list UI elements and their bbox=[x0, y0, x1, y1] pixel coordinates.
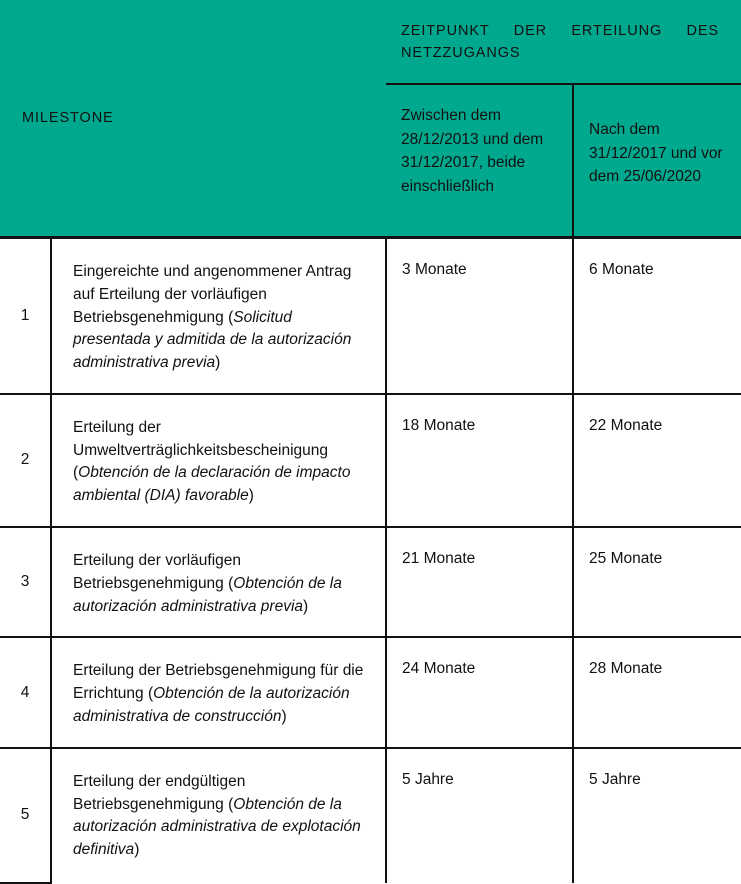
row-number: 2 bbox=[0, 394, 51, 527]
row-value-period-2: 22 Monate bbox=[573, 394, 741, 527]
table-row bbox=[0, 527, 741, 637]
header-col2-cell bbox=[573, 84, 741, 237]
row-milestone-close: ) bbox=[134, 841, 140, 859]
row-milestone-es: Obtención de la declaración de impacto ambiental (DIA) favorable bbox=[73, 464, 351, 505]
row-milestone-close: ) bbox=[215, 354, 221, 372]
row-milestone-de: Erteilung der Umweltverträglichkeitsbescheinigung ( bbox=[73, 418, 329, 482]
row-number: 1 bbox=[0, 239, 51, 394]
row-milestone-es: Solicitud presentada y admitida de la autorización administrativa previa bbox=[73, 308, 352, 372]
table-row bbox=[0, 637, 741, 747]
row-milestone-de: Erteilung der endgültigen Betriebsgenehmigung ( bbox=[73, 772, 246, 813]
table-header-row-group bbox=[0, 0, 741, 84]
header-milestone-cell bbox=[0, 0, 386, 238]
row-milestone-es: Obtención de la autorización administrativa de explotación definitiva bbox=[73, 795, 361, 859]
header-milestone-label: MILESTONE bbox=[22, 110, 114, 126]
row-value-period-1: 21 Monate bbox=[386, 527, 573, 637]
row-value-period-2: 25 Monate bbox=[573, 527, 741, 637]
row-milestone-close: ) bbox=[248, 487, 254, 505]
table-row bbox=[0, 394, 741, 527]
row-number: 3 bbox=[0, 527, 51, 637]
row-value-period-2: 5 Jahre bbox=[573, 748, 741, 883]
header-col1-label: Zwischen dem 28/12/2013 und dem 31/12/2017, beide einschließlich bbox=[401, 107, 544, 195]
row-milestone-de: Erteilung der Betriebsgenehmigung für die Errichtung ( bbox=[73, 662, 364, 703]
row-milestone bbox=[51, 239, 386, 394]
row-number: 4 bbox=[0, 637, 51, 747]
row-milestone-es: Obtención de la autorización administrativa de construcción bbox=[73, 685, 350, 725]
row-milestone-es: Obtención de la autorización administrativa previa bbox=[73, 574, 342, 615]
row-value-period-1: 3 Monate bbox=[386, 239, 573, 394]
row-milestone bbox=[51, 637, 386, 747]
row-value-period-2: 28 Monate bbox=[573, 637, 741, 747]
table-row bbox=[0, 239, 741, 394]
row-milestone bbox=[51, 527, 386, 637]
header-group-cell bbox=[386, 0, 741, 84]
table-row bbox=[0, 748, 741, 883]
row-number: 5 bbox=[0, 748, 51, 883]
row-milestone-de: Eingereichte und angenommener Antrag auf Erteilung der vorläufigen Betriebsgenehmigung ( bbox=[73, 263, 352, 326]
header-group-title: ZEITPUNKT DER ERTEILUNG DES NETZZUGANGS bbox=[401, 23, 720, 62]
header-col2-label: Nach dem 31/12/2017 und vor dem 25/06/2020 bbox=[589, 121, 723, 186]
row-value-period-2: 6 Monate bbox=[573, 239, 741, 394]
row-value-period-1: 5 Jahre bbox=[386, 748, 573, 883]
row-milestone-de: Erteilung der vorläufigen Betriebsgenehmigung ( bbox=[73, 552, 242, 592]
row-value-period-1: 18 Monate bbox=[386, 394, 573, 527]
row-milestone bbox=[51, 394, 386, 527]
row-milestone bbox=[51, 748, 386, 883]
header-col1-cell bbox=[386, 84, 573, 237]
row-value-period-1: 24 Monate bbox=[386, 637, 573, 747]
row-milestone-close: ) bbox=[281, 707, 287, 725]
row-milestone-close: ) bbox=[303, 597, 309, 615]
